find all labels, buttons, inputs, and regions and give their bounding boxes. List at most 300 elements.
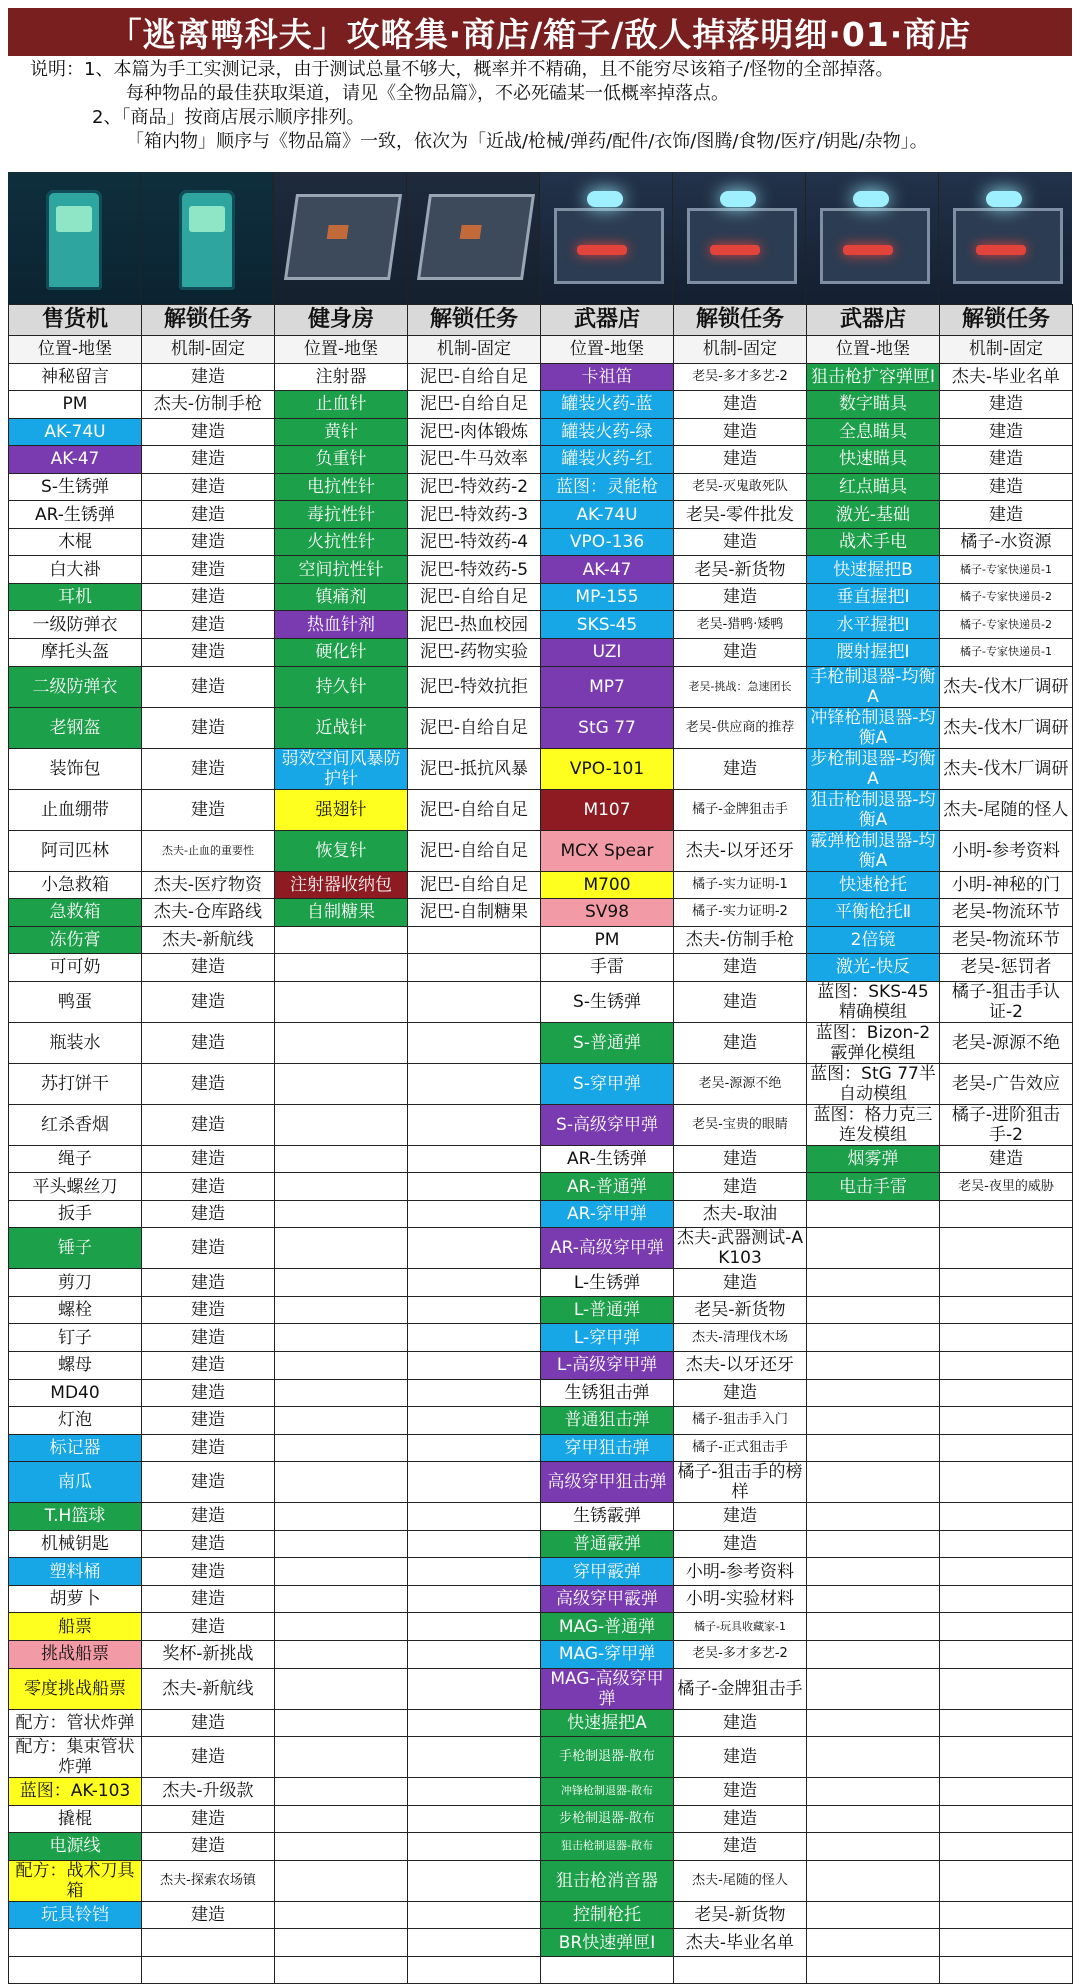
table-row xyxy=(9,501,1073,529)
gym-item-cell: 弱效空间风暴防护针 xyxy=(275,748,408,789)
gym-item-cell xyxy=(275,1503,408,1531)
weapon-shop-task-cell: 小明-实验材料 xyxy=(674,1585,807,1613)
gym-task-cell: 泥巴-特效药-3 xyxy=(408,501,541,529)
weapon-shop-item-cell: 蓝图：StG 77半自动模组 xyxy=(807,1063,940,1104)
weapon-shop-item-cell: PM xyxy=(541,926,674,954)
vending-task-cell: 建造 xyxy=(142,556,275,584)
vending-task-cell: 建造 xyxy=(142,1901,275,1929)
gym-task-cell xyxy=(408,1778,541,1806)
vending-task-cell: 建造 xyxy=(142,981,275,1022)
weapon-shop-task-cell: 建造 xyxy=(674,1778,807,1806)
table-row xyxy=(9,639,1073,667)
weapon-shop-item-cell: 罐装火药-绿 xyxy=(541,418,674,446)
vending-task-cell: 建造 xyxy=(142,1296,275,1324)
table-row xyxy=(9,363,1073,391)
column-header: 武器店 xyxy=(541,305,674,336)
vending-item-cell: 老钢盔 xyxy=(9,707,142,748)
weapon-shop-task-cell: 老吴-夜里的威胁 xyxy=(940,1173,1073,1201)
weapon-shop-item-cell: S-生锈弹 xyxy=(541,981,674,1022)
weapon-shop-task-cell: 老吴-猎鸭·矮鸭 xyxy=(674,611,807,639)
weapon-shop-task-cell: 杰夫-尾随的怪人 xyxy=(674,1860,807,1901)
weapon-shop-task-cell: 建造 xyxy=(940,391,1073,419)
vending-task-cell: 建造 xyxy=(142,1022,275,1063)
weapon-shop-task-cell xyxy=(674,1956,807,1984)
gym-task-cell xyxy=(408,1901,541,1929)
vending-task-cell: 建造 xyxy=(142,1173,275,1201)
gym-task-cell xyxy=(408,1956,541,1984)
gym-task-cell xyxy=(408,1352,541,1380)
weapon-shop-task-cell xyxy=(940,1269,1073,1297)
weapon-shop-item-cell xyxy=(807,1585,940,1613)
weapon-shop-task-cell: 杰夫-尾随的怪人 xyxy=(940,789,1073,830)
table-row xyxy=(9,1613,1073,1641)
table-row xyxy=(9,1104,1073,1145)
vending-item-cell: 神秘留言 xyxy=(9,363,142,391)
vending-task-cell: 杰夫-新航线 xyxy=(142,1668,275,1709)
weapon-shop-task-cell xyxy=(940,1737,1073,1778)
weapon-shop-task-cell: 建造 xyxy=(674,446,807,474)
vending-task-cell: 建造 xyxy=(142,1104,275,1145)
weapon-shop-task-cell: 建造 xyxy=(674,1805,807,1833)
table-row xyxy=(9,1530,1073,1558)
gym-item-cell xyxy=(275,1737,408,1778)
weapon-shop-task-cell xyxy=(940,1956,1073,1984)
table-row xyxy=(9,1585,1073,1613)
vending-item-cell: 绳子 xyxy=(9,1145,142,1173)
vending-task-cell: 建造 xyxy=(142,446,275,474)
gym-task-cell: 泥巴-自给自足 xyxy=(408,871,541,899)
weapon-shop-task-cell: 老吴-多才多艺-2 xyxy=(674,1640,807,1668)
vending-task-cell: 建造 xyxy=(142,1503,275,1531)
weapon-shop-task-cell: 建造 xyxy=(940,1145,1073,1173)
weapon-shop-task-cell: 建造 xyxy=(674,528,807,556)
weapon-shop-task-cell: 小明-参考资料 xyxy=(940,830,1073,871)
weapon-shop-item-cell xyxy=(807,1228,940,1269)
weapon-shop-task-cell: 杰夫-武器测试-AK103 xyxy=(674,1228,807,1269)
column-subheader: 位置-地堡 xyxy=(807,336,940,364)
gym-task-cell xyxy=(408,981,541,1022)
gym-item-cell xyxy=(275,1379,408,1407)
weapon-shop-task-cell: 橘子-正式狙击手 xyxy=(674,1434,807,1462)
weapon-shop-item-cell: 平衡枪托Ⅱ xyxy=(807,899,940,927)
weapon-shop-task-cell: 老吴-供应商的推荐 xyxy=(674,707,807,748)
gym-task-cell xyxy=(408,1379,541,1407)
vending-item-cell: 配方：管状炸弹 xyxy=(9,1709,142,1737)
vending-machine-image xyxy=(8,172,141,304)
gym-item-cell xyxy=(275,1462,408,1503)
weapon-shop-item-cell xyxy=(807,1833,940,1861)
vending-task-cell: 建造 xyxy=(142,1833,275,1861)
gym-task-cell: 泥巴-自给自足 xyxy=(408,789,541,830)
column-subheader: 机制-固定 xyxy=(142,336,275,364)
weapon-shop-item-cell: 步枪制退器-均衡A xyxy=(807,748,940,789)
weapon-shop-task-cell xyxy=(940,1503,1073,1531)
weapon-shop-task-cell: 橘子-狙击手入门 xyxy=(674,1407,807,1435)
weapon-shop-item-cell: 生锈霰弹 xyxy=(541,1503,674,1531)
weapon-shop-task-cell: 橘子-金牌狙击手 xyxy=(674,1668,807,1709)
note-line: 每种物品的最佳获取渠道，请见《全物品篇》，不必死磕某一低概率掉落点。 xyxy=(126,83,729,104)
weapon-shop-task-cell xyxy=(940,1778,1073,1806)
note-line: 说明：1、本篇为手工实测记录，由于测试总量不够大，概率并不精确，且不能穷尽该箱子/怪物的全部掉落。 xyxy=(30,59,894,80)
weapon-shop-item-cell: 全息瞄具 xyxy=(807,418,940,446)
vending-task-cell: 建造 xyxy=(142,501,275,529)
vending-task-cell: 建造 xyxy=(142,1585,275,1613)
weapon-shop-item-cell: 狙击枪制退器-均衡A xyxy=(807,789,940,830)
vending-task-cell: 建造 xyxy=(142,1462,275,1503)
weapon-shop-item-cell: L-普通弹 xyxy=(541,1296,674,1324)
gym-task-cell xyxy=(408,1558,541,1586)
gym-task-cell xyxy=(408,1929,541,1957)
vending-item-cell: MD40 xyxy=(9,1379,142,1407)
weapon-shop-item-cell xyxy=(807,1379,940,1407)
gym-item-cell: 自制糖果 xyxy=(275,899,408,927)
vending-task-cell: 建造 xyxy=(142,1352,275,1380)
gym-task-cell xyxy=(408,926,541,954)
gym-item-cell xyxy=(275,1530,408,1558)
weapon-shop-item-cell: UZI xyxy=(541,639,674,667)
weapon-shop-item-cell xyxy=(807,1269,940,1297)
weapon-shop-task-cell: 老吴-源源不绝 xyxy=(674,1063,807,1104)
weapon-shop-item-cell: 2倍镜 xyxy=(807,926,940,954)
gym-task-cell xyxy=(408,1104,541,1145)
weapon-shop-task-cell xyxy=(940,1462,1073,1503)
weapon-shop-task-cell: 老吴-源源不绝 xyxy=(940,1022,1073,1063)
weapon-shop-item-cell: S-高级穿甲弹 xyxy=(541,1104,674,1145)
gym-room-image xyxy=(274,172,407,304)
gym-item-cell xyxy=(275,1929,408,1957)
gym-task-cell: 泥巴-自给自足 xyxy=(408,391,541,419)
vending-task-cell: 杰夫-医疗物资 xyxy=(142,871,275,899)
table-row xyxy=(9,391,1073,419)
weapon-shop-item-cell xyxy=(807,1558,940,1586)
notes-block xyxy=(8,58,1072,168)
vending-item-cell: 装饰包 xyxy=(9,748,142,789)
gym-task-cell: 泥巴-自给自足 xyxy=(408,707,541,748)
gym-item-cell: 注射器 xyxy=(275,363,408,391)
weapon-shop-task-cell: 建造 xyxy=(940,418,1073,446)
weapon-shop-task-cell: 老吴-零件批发 xyxy=(674,501,807,529)
header-row xyxy=(9,305,1073,336)
gym-item-cell xyxy=(275,1778,408,1806)
weapon-shop-item-cell: 卡祖笛 xyxy=(541,363,674,391)
table-row xyxy=(9,1434,1073,1462)
gym-task-cell xyxy=(408,1530,541,1558)
weapon-shop-task-cell: 橘子-狙击手的榜样 xyxy=(674,1462,807,1503)
table-row xyxy=(9,1352,1073,1380)
gym-item-cell xyxy=(275,1558,408,1586)
weapon-shop-item-cell: 高级穿甲霰弹 xyxy=(541,1585,674,1613)
weapon-shop-task-cell xyxy=(940,1407,1073,1435)
vending-task-cell: 建造 xyxy=(142,1324,275,1352)
column-header: 解锁任务 xyxy=(408,305,541,336)
vending-item-cell: 平头螺丝刀 xyxy=(9,1173,142,1201)
vending-item-cell xyxy=(9,1929,142,1957)
weapon-shop-item-cell: 数字瞄具 xyxy=(807,391,940,419)
vending-item-cell: AK-47 xyxy=(9,446,142,474)
vending-item-cell: 一级防弹衣 xyxy=(9,611,142,639)
vending-item-cell: 可可奶 xyxy=(9,954,142,982)
vending-task-cell: 建造 xyxy=(142,473,275,501)
gym-task-cell: 泥巴-自给自足 xyxy=(408,830,541,871)
weapon-shop-task-cell: 老吴-灭鬼敢死队 xyxy=(674,473,807,501)
table-row xyxy=(9,666,1073,707)
weapon-shop-task-cell: 建造 xyxy=(674,1379,807,1407)
gym-item-cell xyxy=(275,1104,408,1145)
weapon-shop-task-cell: 老吴-新货物 xyxy=(674,556,807,584)
weapon-shop-item-cell: 腰射握把Ⅰ xyxy=(807,639,940,667)
table-row xyxy=(9,1200,1073,1228)
weapon-shop-item-cell xyxy=(807,1956,940,1984)
vending-task-cell: 建造 xyxy=(142,1379,275,1407)
vending-item-cell: 南瓜 xyxy=(9,1462,142,1503)
weapon-shop-item-cell xyxy=(807,1324,940,1352)
gym-task-cell xyxy=(408,1145,541,1173)
vending-task-cell: 建造 xyxy=(142,1737,275,1778)
weapon-shop-task-cell: 杰夫-清理伐木场 xyxy=(674,1324,807,1352)
weapon-shop-item-cell: 手枪制退器-均衡A xyxy=(807,666,940,707)
weapon-shop-item-cell: 步枪制退器-散布 xyxy=(541,1805,674,1833)
vending-item-cell: 急救箱 xyxy=(9,899,142,927)
table-row xyxy=(9,1022,1073,1063)
vending-item-cell: 电源线 xyxy=(9,1833,142,1861)
weapon-shop-item-cell xyxy=(807,1462,940,1503)
weapon-shop-item-cell: 蓝图：Bizon-2霰弹化模组 xyxy=(807,1022,940,1063)
vending-item-cell: 木棍 xyxy=(9,528,142,556)
table-row xyxy=(9,1173,1073,1201)
vending-task-cell: 建造 xyxy=(142,528,275,556)
weapon-shop-item-cell xyxy=(807,1805,940,1833)
vending-item-cell: 玩具铃铛 xyxy=(9,1901,142,1929)
vending-item-cell: 机械钥匙 xyxy=(9,1530,142,1558)
table-row xyxy=(9,1640,1073,1668)
weapon-shop-item-cell: 普通霰弹 xyxy=(541,1530,674,1558)
weapon-shop-item-cell: AR-高级穿甲弹 xyxy=(541,1228,674,1269)
table-row xyxy=(9,926,1073,954)
vending-item-cell: 苏打饼干 xyxy=(9,1063,142,1104)
weapon-shop-item-cell xyxy=(807,1613,940,1641)
table-row xyxy=(9,1737,1073,1778)
vending-task-cell: 建造 xyxy=(142,1145,275,1173)
weapon-shop-item-cell xyxy=(807,1352,940,1380)
vending-task-cell: 杰夫-止血的重要性 xyxy=(142,830,275,871)
weapon-shop-item-cell: 手枪制退器-散布 xyxy=(541,1737,674,1778)
weapon-shop-task-cell xyxy=(940,1613,1073,1641)
gym-task-cell xyxy=(408,1640,541,1668)
gym-task-cell: 泥巴-肉体锻炼 xyxy=(408,418,541,446)
weapon-shop-task-cell xyxy=(940,1228,1073,1269)
gym-item-cell xyxy=(275,1145,408,1173)
weapon-shop-item-cell: 狙击枪扩容弹匣Ⅰ xyxy=(807,363,940,391)
weapon-shop-task-cell xyxy=(940,1530,1073,1558)
vending-task-cell: 建造 xyxy=(142,1709,275,1737)
gym-item-cell xyxy=(275,1173,408,1201)
vending-item-cell xyxy=(9,1956,142,1984)
vending-task-cell xyxy=(142,1929,275,1957)
weapon-shop-task-cell: 建造 xyxy=(674,1145,807,1173)
weapon-shop-task-cell: 杰夫-以牙还牙 xyxy=(674,1352,807,1380)
weapon-shop-task-cell xyxy=(940,1558,1073,1586)
gym-item-cell xyxy=(275,1613,408,1641)
weapon-shop-item-cell: 狙击枪制退器-散布 xyxy=(541,1833,674,1861)
vending-task-cell: 建造 xyxy=(142,1613,275,1641)
weapon-shop-item-cell xyxy=(807,1296,940,1324)
weapon-shop-item-cell: 垂直握把Ⅰ xyxy=(807,583,940,611)
gym-item-cell: 注射器收纳包 xyxy=(275,871,408,899)
gym-item-cell xyxy=(275,1860,408,1901)
weapon-shop-task-cell xyxy=(940,1668,1073,1709)
vending-item-cell: 阿司匹林 xyxy=(9,830,142,871)
vending-item-cell: 蓝图：AK-103 xyxy=(9,1778,142,1806)
gym-item-cell xyxy=(275,1640,408,1668)
weapon-shop-item-cell xyxy=(807,1860,940,1901)
gym-item-cell xyxy=(275,1407,408,1435)
weapon-shop-task-cell: 橘子-专家快递员-2 xyxy=(940,583,1073,611)
weapon-shop-task-cell: 橘子-金牌狙击手 xyxy=(674,789,807,830)
gym-item-cell xyxy=(275,926,408,954)
gym-item-cell xyxy=(275,954,408,982)
weapon-shop-task-cell xyxy=(940,1860,1073,1901)
weapon-shop-item-cell xyxy=(807,1737,940,1778)
weapon-shop-item-cell: 狙击枪消音器 xyxy=(541,1860,674,1901)
gym-task-cell: 泥巴-牛马效率 xyxy=(408,446,541,474)
shop-table-body xyxy=(9,336,1073,1984)
weapon-shop-task-cell: 建造 xyxy=(674,1022,807,1063)
weapon-shop-item-cell: 红点瞄具 xyxy=(807,473,940,501)
weapon-shop-task-cell: 老吴-新货物 xyxy=(674,1901,807,1929)
gym-item-cell xyxy=(275,1200,408,1228)
vending-task-cell: 建造 xyxy=(142,1558,275,1586)
weapon-shop-task-cell: 杰夫-以牙还牙 xyxy=(674,830,807,871)
weapon-shop-task-cell: 建造 xyxy=(674,1530,807,1558)
table-row xyxy=(9,1901,1073,1929)
table-row xyxy=(9,1805,1073,1833)
column-header: 武器店 xyxy=(807,305,940,336)
weapon-shop-task-cell: 建造 xyxy=(674,583,807,611)
vending-task-cell: 杰夫-仓库路线 xyxy=(142,899,275,927)
weapon-shop-task-cell: 橘子-专家快递员-1 xyxy=(940,639,1073,667)
weapon-shop-item-cell: 水平握把Ⅰ xyxy=(807,611,940,639)
gym-item-cell xyxy=(275,1063,408,1104)
weapon-shop-item-cell: AR-生锈弹 xyxy=(541,1145,674,1173)
vending-item-cell: 红杀香烟 xyxy=(9,1104,142,1145)
weapon-shop-item-cell: 烟雾弹 xyxy=(807,1145,940,1173)
vending-item-cell: 挑战船票 xyxy=(9,1640,142,1668)
weapon-shop-task-cell: 橘子-水资源 xyxy=(940,528,1073,556)
table-row xyxy=(9,1228,1073,1269)
gym-task-cell xyxy=(408,1173,541,1201)
weapon-shop-item-cell: S-穿甲弹 xyxy=(541,1063,674,1104)
table-row xyxy=(9,981,1073,1022)
table-row xyxy=(9,611,1073,639)
vending-task-cell: 建造 xyxy=(142,707,275,748)
gym-task-cell xyxy=(408,1228,541,1269)
vending-item-cell: 锤子 xyxy=(9,1228,142,1269)
note-line: 「箱内物」顺序与《物品篇》一致，依次为「近战/枪械/弹药/配件/衣饰/图腾/食物/医疗/钥匙/杂物」。 xyxy=(126,131,928,152)
table-row xyxy=(9,446,1073,474)
table-row xyxy=(9,1558,1073,1586)
weapon-shop-item-cell: SV98 xyxy=(541,899,674,927)
shop-table xyxy=(8,304,1073,1984)
vending-task-cell: 建造 xyxy=(142,611,275,639)
vending-item-cell: 止血绷带 xyxy=(9,789,142,830)
vending-task-cell: 建造 xyxy=(142,1805,275,1833)
weapon-shop-task-cell xyxy=(940,1640,1073,1668)
vending-item-cell: 白大褂 xyxy=(9,556,142,584)
gym-task-cell xyxy=(408,1200,541,1228)
weapon-shop-item-cell: 控制枪托 xyxy=(541,1901,674,1929)
column-header: 解锁任务 xyxy=(940,305,1073,336)
weapon-shop-task-cell: 建造 xyxy=(940,473,1073,501)
vending-item-cell: 鸭蛋 xyxy=(9,981,142,1022)
weapon-shop-task-cell: 建造 xyxy=(674,1269,807,1297)
vending-item-cell: 配方：集束管状炸弹 xyxy=(9,1737,142,1778)
table-row xyxy=(9,1860,1073,1901)
weapon-shop-image xyxy=(939,172,1072,304)
vending-item-cell: 摩托头盔 xyxy=(9,639,142,667)
gym-task-cell: 泥巴-自给自足 xyxy=(408,363,541,391)
weapon-shop-item-cell: 生锈狙击弹 xyxy=(541,1379,674,1407)
weapon-shop-item-cell: VPO-101 xyxy=(541,748,674,789)
gym-task-cell xyxy=(408,1860,541,1901)
vending-item-cell: 配方：战术刀具箱 xyxy=(9,1860,142,1901)
vending-item-cell: 扳手 xyxy=(9,1200,142,1228)
weapon-shop-item-cell: StG 77 xyxy=(541,707,674,748)
table-row xyxy=(9,830,1073,871)
vending-task-cell: 建造 xyxy=(142,583,275,611)
vending-task-cell: 建造 xyxy=(142,363,275,391)
vending-task-cell: 杰夫-新航线 xyxy=(142,926,275,954)
table-row xyxy=(9,528,1073,556)
weapon-shop-task-cell: 老吴-物流环节 xyxy=(940,899,1073,927)
gym-item-cell: 强翅针 xyxy=(275,789,408,830)
table-row xyxy=(9,1503,1073,1531)
vending-task-cell: 建造 xyxy=(142,1228,275,1269)
vending-task-cell: 建造 xyxy=(142,789,275,830)
column-subheader: 位置-地堡 xyxy=(9,336,142,364)
vending-task-cell: 杰夫-仿制手枪 xyxy=(142,391,275,419)
table-row xyxy=(9,1379,1073,1407)
column-header: 解锁任务 xyxy=(674,305,807,336)
table-row xyxy=(9,1269,1073,1297)
table-row xyxy=(9,1833,1073,1861)
weapon-shop-item-cell: 高级穿甲狙击弹 xyxy=(541,1462,674,1503)
weapon-shop-item-cell: 激光-基础 xyxy=(807,501,940,529)
weapon-shop-item-cell: 战术手电 xyxy=(807,528,940,556)
weapon-shop-task-cell xyxy=(940,1585,1073,1613)
gym-task-cell xyxy=(408,1324,541,1352)
vending-item-cell: 螺栓 xyxy=(9,1296,142,1324)
table-row xyxy=(9,899,1073,927)
vending-task-cell: 建造 xyxy=(142,1407,275,1435)
table-row xyxy=(9,1668,1073,1709)
weapon-shop-item-cell: 快速握把B xyxy=(807,556,940,584)
weapon-shop-item-cell: 激光-快反 xyxy=(807,954,940,982)
gym-task-cell xyxy=(408,954,541,982)
weapon-shop-item-cell: L-生锈弹 xyxy=(541,1269,674,1297)
weapon-shop-item-cell: 快速枪托 xyxy=(807,871,940,899)
weapon-shop-task-cell: 老吴-多才多艺-2 xyxy=(674,363,807,391)
vending-item-cell: 瓶装水 xyxy=(9,1022,142,1063)
weapon-shop-image xyxy=(806,172,939,304)
column-header: 健身房 xyxy=(275,305,408,336)
weapon-shop-item-cell: 电击手雷 xyxy=(807,1173,940,1201)
vending-task-cell: 建造 xyxy=(142,666,275,707)
vending-item-cell: 冻伤膏 xyxy=(9,926,142,954)
gym-task-cell xyxy=(408,1063,541,1104)
weapon-shop-task-cell: 老吴-惩罚者 xyxy=(940,954,1073,982)
gym-item-cell xyxy=(275,1296,408,1324)
weapon-shop-task-cell xyxy=(940,1805,1073,1833)
